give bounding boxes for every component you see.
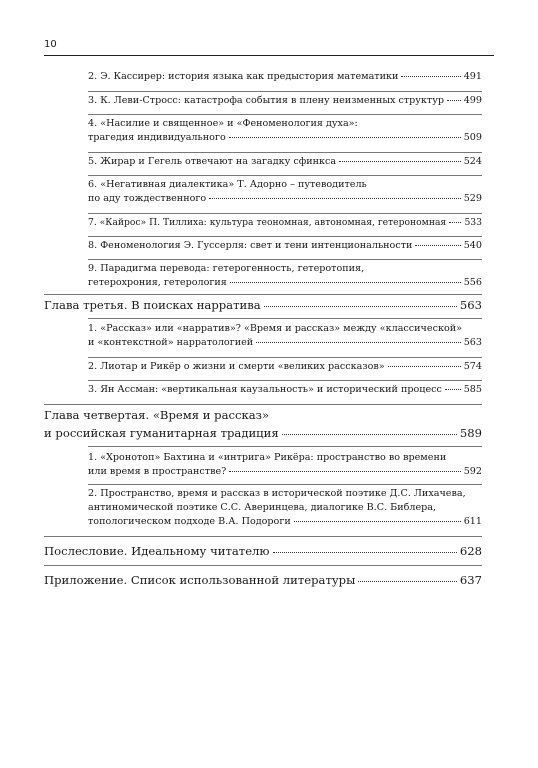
- toc-entry-levi-strauss[interactable]: [88, 94, 482, 108]
- toc-entry-chronotope[interactable]: [88, 451, 482, 479]
- divider: [88, 152, 482, 153]
- divider: [44, 294, 482, 295]
- toc-entry-title: 2. Э. Кассирер: история языка как предыстория математики: [88, 71, 399, 82]
- divider: [88, 259, 482, 260]
- dot-leader: [447, 100, 461, 101]
- divider: [44, 536, 482, 537]
- toc-entry-title-line2: или время в пространстве?: [88, 466, 227, 477]
- toc-afterword[interactable]: [44, 542, 482, 560]
- toc-entry-title-line1: 4. «Насилие и священное» и «Феноменология духа»:: [88, 118, 358, 129]
- divider: [88, 446, 482, 447]
- dot-leader: [264, 306, 457, 307]
- toc-page-number: 628: [459, 544, 482, 558]
- toc-appendix[interactable]: [44, 571, 482, 589]
- toc-entry-translation[interactable]: [88, 262, 482, 290]
- toc-page-number: 491: [463, 71, 482, 82]
- toc-entry-title-line2: по аду тождественного: [88, 193, 207, 204]
- toc-chapter-three[interactable]: [44, 296, 482, 314]
- dot-leader: [294, 521, 461, 522]
- toc-entry-tillich[interactable]: [88, 216, 482, 230]
- toc-entry-title: 2. Лиотар и Рикёр о жизни и смерти «великих рассказов»: [88, 361, 385, 372]
- toc-page-number: 556: [463, 277, 482, 288]
- dot-leader: [358, 581, 457, 582]
- divider: [88, 318, 482, 319]
- toc-entry-title-line2: антиномической поэтике С.С. Аверинцева, диалогике В.С. Библера,: [88, 502, 437, 513]
- toc-entry-story-or-narrative[interactable]: [88, 322, 482, 350]
- dot-leader: [282, 434, 457, 435]
- toc-entry-title-line1: 6. «Негативная диалектика» Т. Адорно – путеводитель: [88, 179, 367, 190]
- toc-page-number: 563: [463, 337, 482, 348]
- toc-entry-husserl[interactable]: [88, 239, 482, 253]
- divider: [88, 484, 482, 485]
- toc-page-number: 637: [459, 573, 482, 587]
- toc-entry-adorno[interactable]: [88, 178, 482, 206]
- toc-page-number: 540: [463, 240, 482, 251]
- toc-entry-title-line3: топологическом подходе В.А. Подороги: [88, 516, 291, 527]
- toc-page-number: 574: [463, 361, 482, 372]
- page-number: 10: [44, 39, 57, 50]
- header-rule: [44, 55, 494, 56]
- divider: [44, 404, 482, 405]
- divider: [88, 357, 482, 358]
- divider: [88, 213, 482, 214]
- dot-leader: [256, 342, 460, 343]
- divider: [88, 91, 482, 92]
- toc-chapter-title: Глава третья. В поисках нарратива: [44, 298, 261, 312]
- dot-leader: [273, 552, 457, 553]
- toc-page-number: 524: [463, 156, 482, 167]
- toc-chapter-title-line2: и российская гуманитарная традиция: [44, 426, 279, 440]
- toc-entry-lyotard-ricoeur[interactable]: [88, 360, 482, 374]
- toc-entry-assmann[interactable]: [88, 383, 482, 397]
- toc-entry-title: 7. «Кайрос» П. Тиллиха: культура теономная, автономная, гетерономная: [88, 217, 447, 228]
- divider: [88, 175, 482, 176]
- toc-page-number: 589: [459, 426, 482, 440]
- toc-entry-title: 3. К. Леви-Стросс: катастрофа события в плену неизменных структур: [88, 95, 445, 106]
- dot-leader: [339, 161, 461, 162]
- toc-page-number: 509: [463, 132, 482, 143]
- toc-entry-cassirer[interactable]: [88, 70, 482, 84]
- toc-entry-title-line2: и «контекстной» нарратологией: [88, 337, 254, 348]
- toc-entry-title-line2: гетерохрония, гетерология: [88, 277, 227, 288]
- divider: [44, 565, 482, 566]
- toc-entry-title-line1: 1. «Рассказ» или «нарратив»? «Время и рассказ» между «классической»: [88, 323, 462, 334]
- dot-leader: [445, 389, 461, 390]
- toc-page-number: 611: [463, 516, 482, 527]
- toc-page-number: 533: [464, 217, 482, 228]
- toc-entry-violence-sacred[interactable]: [88, 117, 482, 145]
- toc-chapter-title-line1: Глава четвертая. «Время и рассказ»: [44, 408, 270, 422]
- toc-entry-girard-hegel[interactable]: [88, 155, 482, 169]
- divider: [88, 380, 482, 381]
- toc-entry-title: 3. Ян Ассман: «вертикальная каузальность» и исторический процесс: [88, 384, 442, 395]
- toc-page-number: 499: [463, 95, 482, 106]
- toc-chapter-title: Приложение. Список использованной литературы: [44, 573, 356, 587]
- toc-entry-title-line1: 9. Парадигма перевода: гетерогенность, гетеротопия,: [88, 263, 365, 274]
- toc-page-number: 592: [463, 466, 482, 477]
- dot-leader: [229, 471, 460, 472]
- toc-chapter-four[interactable]: [44, 406, 482, 442]
- toc-entry-title-line1: 2. Пространство, время и рассказ в исторической поэтике Д.С. Лихачева,: [88, 488, 466, 499]
- dot-leader: [401, 76, 460, 77]
- toc-chapter-title: Послесловие. Идеальному читателю: [44, 544, 270, 558]
- toc-entry-title-line1: 1. «Хронотоп» Бахтина и «интрига» Рикёра: пространство во времени: [88, 452, 447, 463]
- dot-leader: [229, 137, 461, 138]
- dot-leader: [449, 222, 461, 223]
- toc-entry-space-time-story[interactable]: [88, 487, 482, 529]
- dot-leader: [209, 198, 461, 199]
- divider: [88, 236, 482, 237]
- toc-page-number: 585: [463, 384, 482, 395]
- dot-leader: [230, 282, 461, 283]
- toc-page-number: 529: [463, 193, 482, 204]
- toc-entry-title-line2: трагедия индивидуального: [88, 132, 226, 143]
- divider: [88, 114, 482, 115]
- dot-leader: [388, 366, 461, 367]
- dot-leader: [415, 245, 460, 246]
- toc-entry-title: 5. Жирар и Гегель отвечают на загадку сфинкса: [88, 156, 337, 167]
- toc-entry-title: 8. Феноменология Э. Гуссерля: свет и тени интенциональности: [88, 240, 413, 251]
- toc-page-number: 563: [459, 298, 482, 312]
